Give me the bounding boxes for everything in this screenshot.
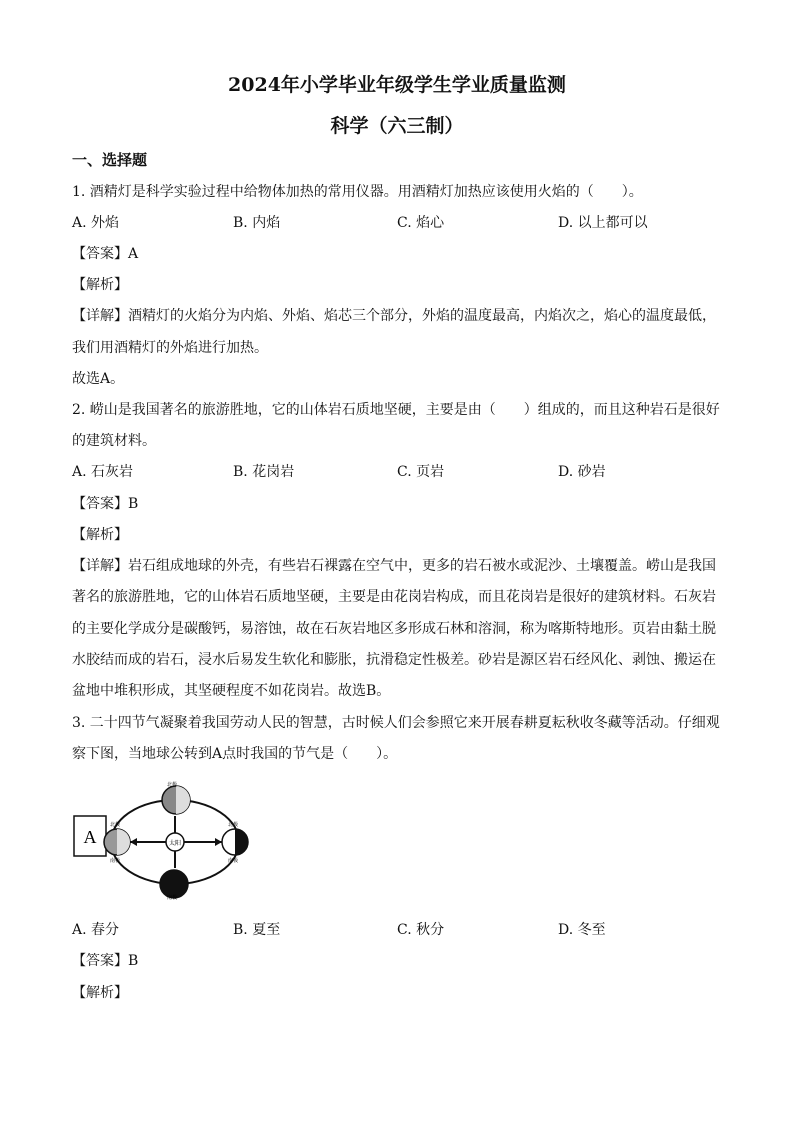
q1-answer: 【答案】A (72, 246, 139, 262)
north-label-top: 北极 (167, 782, 178, 788)
earth-bottom (160, 870, 188, 898)
q2-stem-line2: 的建筑材料。 (72, 433, 156, 449)
q2-option-a: A. 石灰岩 (72, 464, 134, 480)
q2-option-b: B. 花岗岩 (233, 464, 295, 480)
north-label-left: 北极 (110, 822, 121, 828)
q1-analysis: 【解析】 (72, 277, 128, 293)
earth-right-dark (235, 829, 248, 855)
q2-option-d: D. 砂岩 (558, 464, 606, 480)
q2-detail-line4: 水胶结而成的岩石，浸水后易发生软化和膨胀，抗滑稳定性极差。砂岩是源区岩石经风化、剥蚀、搬运在 (72, 652, 716, 668)
q3-answer: 【答案】B (72, 953, 139, 969)
section-heading: 一、选择题 (72, 151, 148, 169)
south-label-bottom: 南极 (167, 895, 178, 900)
q2-detail-line3: 的主要化学成分是碳酸钙，易溶蚀，故在石灰岩地区多形成石林和溶洞，称为喀斯特地形。页岩由黏土脱 (72, 621, 716, 637)
q2-answer: 【答案】B (72, 496, 139, 512)
q3-stem-line2: 察下图，当地球公转到A点时我国的节气是（ ）。 (72, 746, 398, 762)
earth-orbit-diagram (72, 780, 252, 900)
q2-detail-line1: 【详解】岩石组成地球的外壳，有些岩石裸露在空气中，更多的岩石被水或泥沙、土壤覆盖。崂山是我国 (72, 558, 716, 574)
q3-option-d: D. 冬至 (558, 922, 606, 938)
sun-label: 太阳 (168, 840, 182, 847)
q2-detail-line5: 盆地中堆积形成，其坚硬程度不如花岗岩。故选B。 (72, 683, 391, 699)
q2-detail-line2: 著名的旅游胜地，它的山体岩石质地坚硬，主要是由花岗岩构成，而且花岗岩是很好的建筑材料。石灰岩 (72, 589, 716, 605)
q3-option-b: B. 夏至 (233, 922, 281, 938)
q1-option-c: C. 焰心 (397, 215, 445, 231)
north-label-right: 北极 (228, 822, 239, 828)
q1-option-b: B. 内焰 (233, 215, 281, 231)
label-a: A (83, 827, 97, 847)
q1-detail-line2: 我们用酒精灯的外焰进行加热。 (72, 340, 268, 356)
q3-stem-line1: 3. 二十四节气凝聚着我国劳动人民的智慧，古时候人们会参照它来开展春耕夏耘秋收冬藏等活动。仔细观 (72, 715, 720, 731)
q2-option-c: C. 页岩 (397, 464, 445, 480)
q1-conclusion: 故选A。 (72, 371, 125, 387)
south-label-right: 南极 (228, 858, 239, 864)
earth-left-lit (117, 829, 130, 855)
arrow-left-head (130, 838, 137, 846)
earth-top-lit (176, 786, 190, 814)
page-subtitle: 科学（六三制） (330, 115, 464, 137)
south-label-left: 南极 (110, 858, 121, 864)
q1-stem: 1. 酒精灯是科学实验过程中给物体加热的常用仪器。用酒精灯加热应该使用火焰的（ ）。 (72, 184, 643, 200)
page-title: 2024年小学毕业年级学生学业质量监测 (228, 74, 566, 96)
q2-stem-line1: 2. 崂山是我国著名的旅游胜地，它的山体岩石质地坚硬，主要是由（ ）组成的，而且这种岩石是很好 (72, 402, 720, 418)
arrow-right-head (215, 838, 222, 846)
q1-option-d: D. 以上都可以 (558, 215, 648, 231)
q3-option-a: A. 春分 (72, 922, 120, 938)
q3-option-c: C. 秋分 (397, 922, 445, 938)
q1-option-a: A. 外焰 (72, 215, 120, 231)
q1-detail-line1: 【详解】酒精灯的火焰分为内焰、外焰、焰芯三个部分，外焰的温度最高，内焰次之，焰心的温度最低， (72, 308, 716, 324)
q2-analysis: 【解析】 (72, 527, 128, 543)
q3-analysis: 【解析】 (72, 985, 128, 1001)
